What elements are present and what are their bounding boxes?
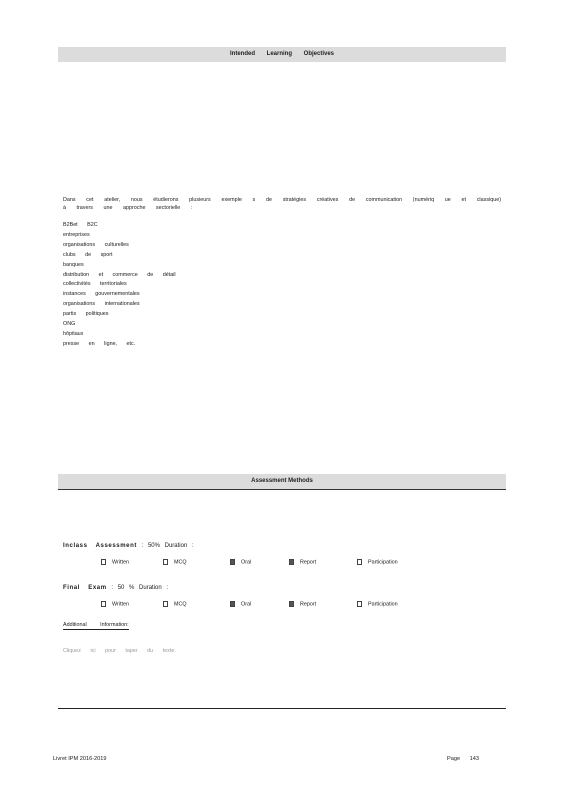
list-item: instances gouvernementales [63, 291, 140, 298]
section-divider [58, 708, 506, 709]
inclass-option-written[interactable]: Written [101, 559, 129, 565]
checkbox-icon[interactable] [163, 601, 168, 607]
checkbox-icon[interactable] [101, 559, 106, 565]
description-intro: Dans cet atelier, nous étudierons plusieurs exemple s de stratégies créatives de communication (numériq ue et classique) à travers une approche sectorielle : [63, 197, 501, 211]
list-item: partis politiques [63, 311, 109, 318]
objectives-header [58, 47, 506, 62]
inclass-option-participation[interactable]: Participation [357, 559, 398, 565]
final-detail: : 50 % Duration : [111, 585, 169, 591]
checkbox-icon[interactable] [357, 559, 362, 565]
page-label: Page [447, 756, 461, 762]
list-item: B2Bet B2C [63, 222, 98, 228]
checkbox-icon[interactable] [163, 559, 168, 565]
checkbox-icon[interactable] [101, 601, 106, 607]
inclass-option-oral[interactable]: Oral [230, 559, 251, 565]
page-number: 143 [469, 756, 479, 762]
inclass-option-mcq[interactable]: MCQ [163, 559, 187, 565]
final-option-oral[interactable]: Oral [230, 601, 251, 607]
final-option-mcq[interactable]: MCQ [163, 601, 187, 607]
checkbox-checked-icon[interactable] [230, 601, 235, 607]
list-item: entreprises [63, 231, 90, 238]
final-option-written[interactable]: Written [101, 601, 129, 607]
list-item: collectivités territoriales [63, 281, 127, 288]
inclass-options [0, 559, 565, 569]
inclass-detail: : 50% Duration : [141, 543, 194, 549]
inclass-option-report[interactable]: Report [289, 559, 316, 565]
list-item: banques [63, 261, 84, 268]
list-item: organisations internationales [63, 301, 140, 308]
footer-document-title: Livret IPM 2016-2019 [53, 756, 107, 762]
final-options [0, 601, 565, 611]
checkbox-checked-icon[interactable] [230, 559, 235, 565]
checkbox-checked-icon[interactable] [289, 601, 294, 607]
objectives-title: Intended Learning Objectives [229, 51, 335, 57]
list-item: distribution et commerce de détail [63, 271, 176, 278]
list-item: presse en ligne, etc. [63, 340, 136, 347]
list-item: clubs de sport [63, 251, 113, 258]
final-label: Final Exam [63, 585, 107, 591]
assessment-header [58, 474, 506, 490]
final-exam-label [63, 585, 168, 591]
checkbox-checked-icon[interactable] [289, 559, 294, 565]
additional-information-field[interactable]: Cliquez ici pour taper du texte. [63, 648, 176, 654]
sector-list [63, 221, 176, 350]
footer-page [447, 756, 479, 762]
inclass-label: Inclass Assessment [63, 543, 137, 549]
assessment-title: Assessment Methods [251, 478, 313, 484]
list-item: ONG [63, 321, 76, 328]
final-option-report[interactable]: Report [289, 601, 316, 607]
checkbox-icon[interactable] [357, 601, 362, 607]
final-option-participation[interactable]: Participation [357, 601, 398, 607]
list-item: organisations culturelles [63, 241, 129, 248]
additional-information-label: Additional Information: [63, 622, 129, 628]
list-item: hôpitaux [63, 330, 84, 337]
inclass-assessment-label [63, 543, 194, 549]
